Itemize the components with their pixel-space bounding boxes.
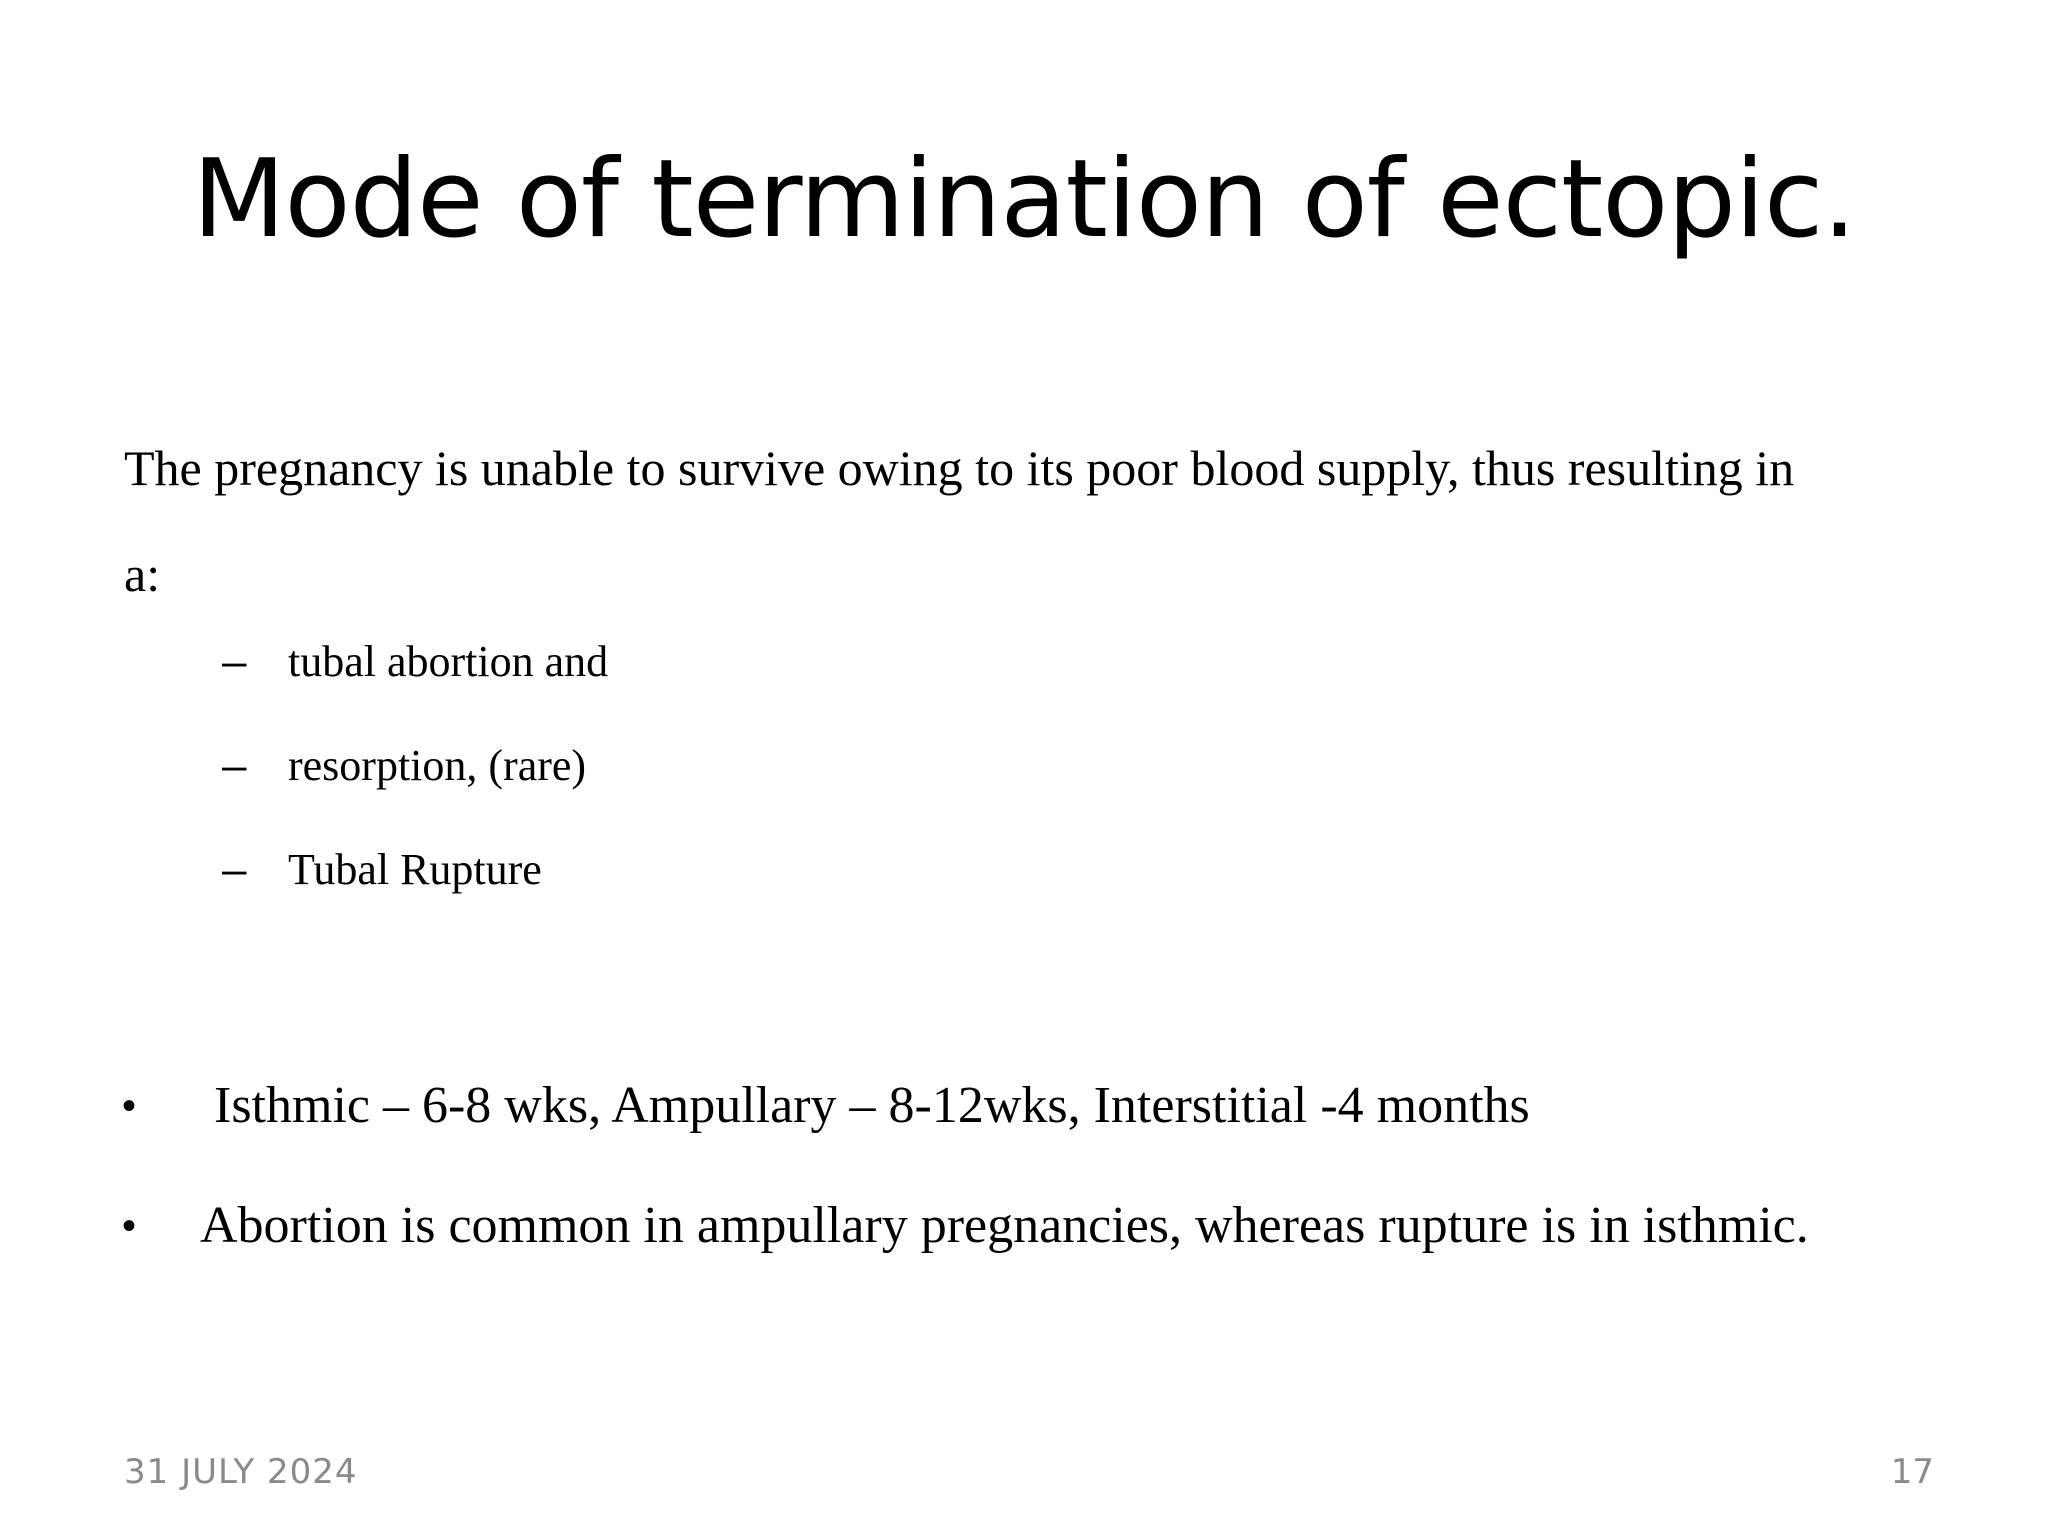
dash-marker: – xyxy=(222,845,247,894)
bullet-list xyxy=(122,1070,1809,1310)
intro-paragraph: The pregnancy is unable to survive owing to its poor blood supply, thus resulting in a: xyxy=(124,440,1795,602)
slide-title: Mode of termination of ectopic. xyxy=(192,137,1856,262)
list-item-text: Tubal Rupture xyxy=(288,845,542,894)
bullet-marker: • xyxy=(122,1204,137,1248)
bullet-text: Abortion is common in ampullary pregnancies, whereas rupture is in isthmic. xyxy=(200,1197,1809,1254)
sub-list xyxy=(222,632,608,944)
bullet-item xyxy=(122,1070,1809,1190)
list-item-text: tubal abortion and xyxy=(288,637,609,686)
list-item xyxy=(222,840,608,944)
list-item xyxy=(222,632,608,736)
bullet-marker: • xyxy=(122,1084,137,1128)
footer-date: 31 JULY 2024 xyxy=(124,1452,358,1492)
bullet-item xyxy=(122,1190,1809,1310)
bullet-text: Isthmic – 6-8 wks, Ampullary – 8-12wks, Interstitial -4 months xyxy=(214,1077,1530,1134)
page-number: 17 xyxy=(1890,1452,1934,1492)
dash-marker: – xyxy=(222,637,247,686)
list-item-text: resorption, (rare) xyxy=(288,741,587,790)
list-item xyxy=(222,736,608,840)
dash-marker: – xyxy=(222,741,247,790)
